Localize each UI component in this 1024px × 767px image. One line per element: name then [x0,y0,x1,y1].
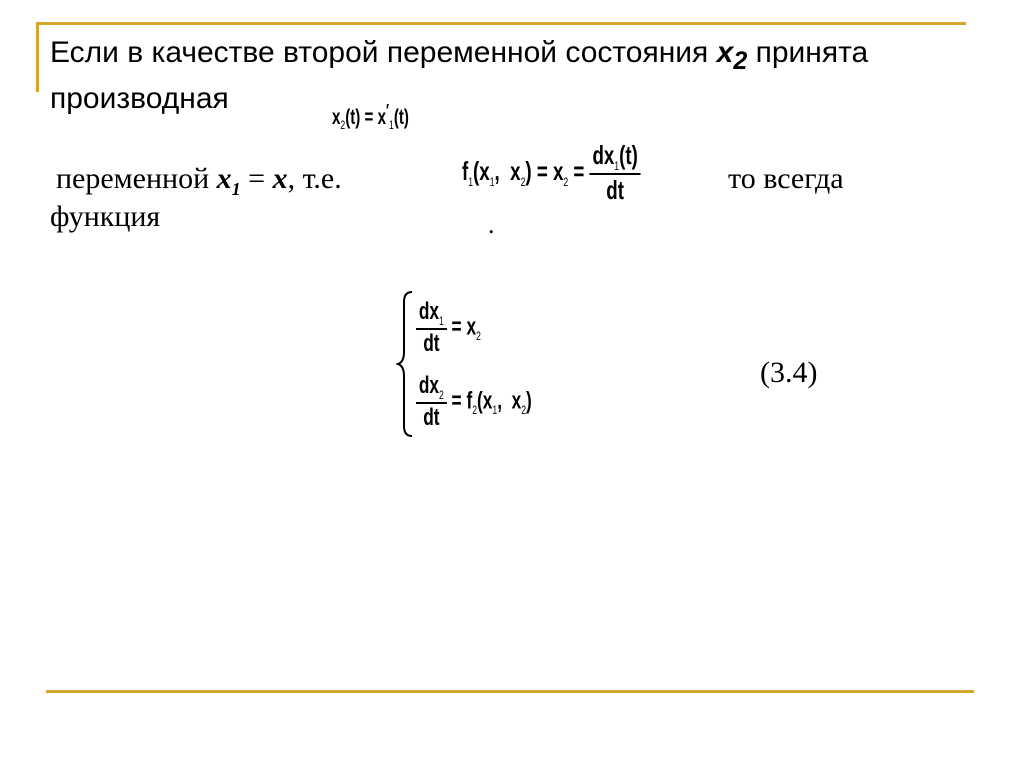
formula-top-eq: = [364,106,374,129]
frame-left-rule [36,22,39,92]
title-var-letter: x [716,36,734,69]
formula-derivative [332,100,409,132]
system-eq1-eq: = [451,313,462,341]
formula-mid-num-arg: (t) [619,140,638,170]
system-eq1-num-sub: 1 [439,313,444,328]
system-eq1-numerator [416,298,447,328]
title-var [716,36,748,75]
formula-mid-num-sub: 1 [614,159,620,174]
formula-mid-eq1: = [536,155,548,186]
body-eq: = [240,162,273,195]
formula-state-function [462,140,641,206]
formula-mid-x2b-sub: 2 [563,175,569,190]
title-text-end: принята [747,36,869,69]
system-eq1-rhs: x [466,313,477,341]
body-var1-sub: 1 [231,179,241,199]
system-eq2-numerator [416,372,447,402]
system-eq2-x1-sub: 1 [492,403,498,418]
system-eq1 [416,298,481,358]
system-eq2-close: ) [526,387,532,415]
system-eq2-x2-sub: 2 [521,403,527,418]
frame-bottom-rule [46,690,974,693]
formula-mid-close: ) [525,155,532,186]
formula-top-lhs-arg: (t) [345,106,361,129]
equation-number: (3.4) [760,356,818,389]
formula-mid-num: dx [592,140,615,170]
title-text-start: Если в качестве второй переменной состояния [50,36,717,69]
formula-mid-x2b: x [552,155,564,186]
system-eq2-fraction [416,372,447,432]
formula-mid-x1-sub: 1 [489,175,495,190]
formula-top-rhs-prime: ′ [386,100,390,120]
formula-mid-f: f [462,155,469,186]
system-eq1-fraction [416,298,447,358]
body-line-1 [56,162,342,200]
system-eq2 [416,372,532,432]
system-eq2-open: ( [477,387,483,415]
system-eq2-comma: , [497,387,503,415]
system-eq1-num: dx [418,298,440,325]
body-line-2: функция [50,200,161,233]
slide-title [50,34,1000,118]
system-eq1-den: dt [416,328,447,358]
formula-mid-eq2: = [573,155,585,186]
body-var1-letter: x [216,162,232,195]
body-var1 [216,162,241,199]
body-post: , т.е. [287,162,342,195]
body-var2: x [272,162,288,195]
system-eq2-f-sub: 2 [472,403,478,418]
system-eq2-x1: x [482,387,493,415]
formula-top-rhs-arg: (t) [393,106,409,129]
formula-mid-x1: x [479,155,490,186]
title-line2: производная [50,82,229,115]
formula-top-rhs-var: x [377,106,386,129]
system-eq2-eq: = [451,387,462,415]
formula-mid-x2-sub: 2 [520,175,526,190]
system-brace-icon [396,290,416,438]
system-eq1-rhs-sub: 2 [476,329,481,344]
formula-mid-open: ( [473,155,480,186]
system-eq2-x2: x [511,387,522,415]
system-eq2-f: f [466,387,473,415]
frame-top-rule [36,22,966,25]
formula-top-lhs-sub: 2 [340,118,346,133]
body-dot: . [488,210,495,239]
system-eq2-num: dx [418,372,440,399]
formula-mid-denominator: dt [590,173,641,206]
formula-mid-comma: , [494,155,500,186]
formula-mid-fraction [590,140,641,206]
formula-top-lhs-var: x [332,106,341,129]
formula-mid-f-sub: 1 [468,175,474,190]
system-eq2-num-sub: 2 [439,387,444,402]
body-pre: переменной [56,162,217,195]
body-right-text: то всегда [728,162,844,195]
formula-mid-x2: x [510,155,521,186]
system-eq2-den: dt [416,402,447,432]
title-var-sub: 2 [733,47,748,75]
formula-mid-numerator [590,140,641,173]
formula-top-rhs-sub: 1 [389,118,394,133]
